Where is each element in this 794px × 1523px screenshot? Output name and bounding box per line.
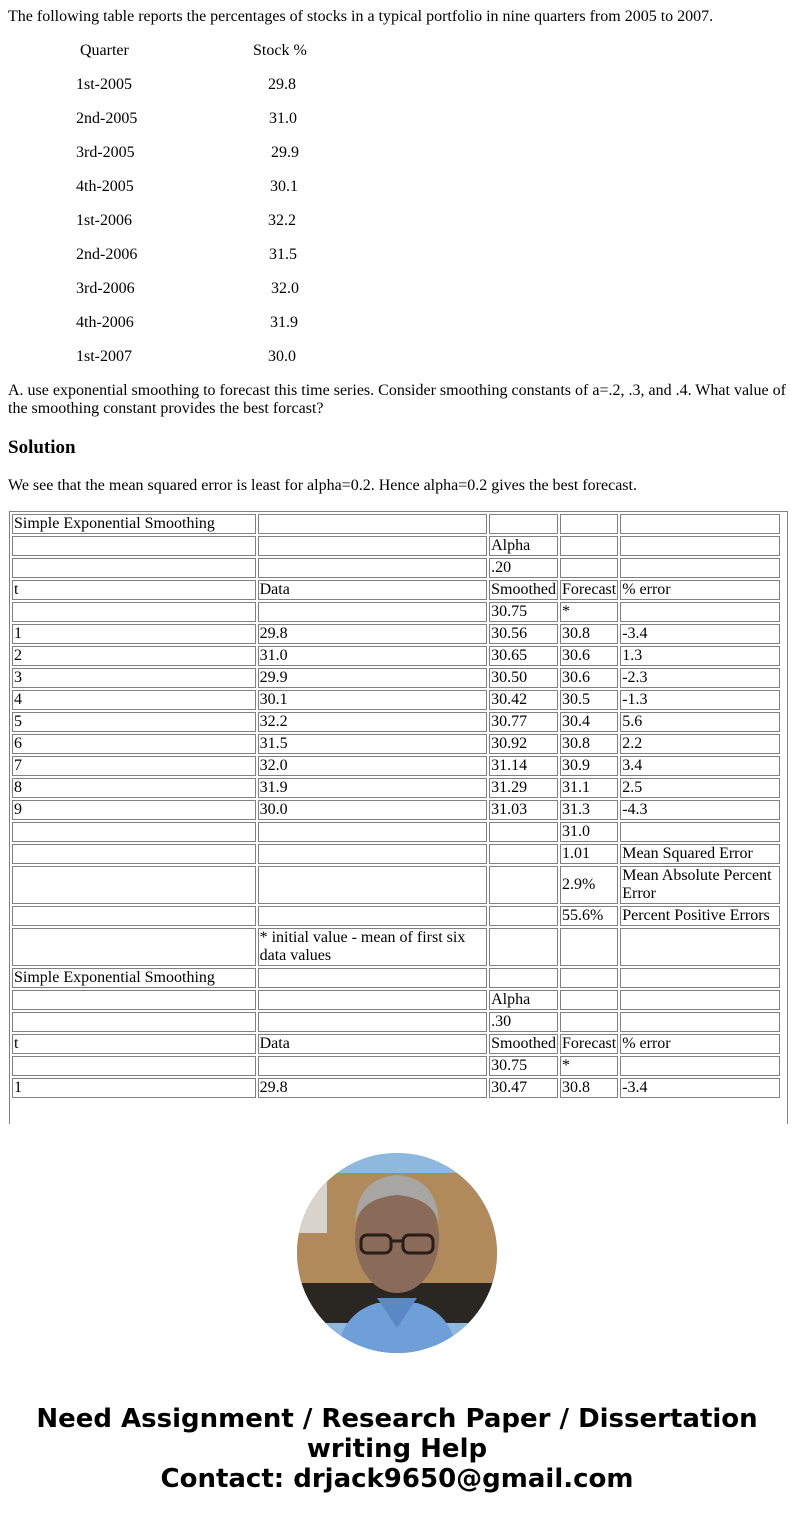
quarter-row [8,272,408,306]
empty-cell [620,514,780,534]
quarter-label: 2nd-2006 [76,246,138,263]
col-header-t: t [12,580,256,600]
table-row [12,558,780,578]
cell-error: 2.5 [620,778,780,798]
empty-cell [12,602,256,622]
quarter-row [8,68,408,102]
initial-forecast: * [560,1056,618,1076]
col-header-forecast: Forecast [562,581,617,598]
empty-cell [12,1056,256,1076]
stat-row [12,866,780,904]
empty-cell [489,514,558,534]
empty-cell [620,928,780,966]
quarter-value: 31.5 [269,246,297,263]
table-row [12,536,780,556]
promo-line-2: writing Help [306,1434,488,1464]
stat-label: Percent Positive Errors [620,906,780,926]
empty-cell [489,844,558,864]
table-row [12,734,780,754]
cell-forecast: 30.6 [560,668,618,688]
cell-smoothed: 30.42 [489,690,558,710]
cell-t: 3 [12,668,256,688]
cell-data: 29.8 [258,1078,488,1098]
cell-data: 32.0 [258,756,488,776]
cell-data: 29.8 [258,624,488,644]
quarter-value: 32.2 [268,212,296,229]
cell-data: 30.0 [258,800,488,820]
stat-value: 55.6% [560,906,618,926]
table-row [12,624,780,644]
table-title: Simple Exponential Smoothing [12,968,256,988]
cell-forecast: 30.8 [560,734,618,754]
cell-error: -3.4 [620,624,780,644]
cell-t: 2 [12,646,256,666]
table-row [12,1012,780,1032]
cell-forecast: 30.8 [560,624,618,644]
question-text: A. use exponential smoothing to forecast this time series. Consider smoothing constants of a=.2, .3, and .4. What value of the smoothing constant provides the best forcast? [8,382,786,417]
empty-cell [489,866,558,904]
cell-error: 5.6 [620,712,780,732]
cell-t: 7 [12,756,256,776]
table-row [12,756,780,776]
cell-smoothed: 30.65 [489,646,558,666]
quarter-label: 1st-2005 [76,76,132,93]
cell-forecast: 31.3 [560,800,618,820]
empty-cell [620,822,780,842]
empty-cell [258,968,488,988]
empty-cell [258,866,488,904]
empty-cell [258,1056,488,1076]
quarter-value: 31.0 [269,110,297,127]
table-row [12,778,780,798]
cell-forecast: 30.5 [560,690,618,710]
cell-t: 1 [12,1078,256,1098]
cell-data: 30.1 [258,690,488,710]
cell-error: -3.4 [620,1078,780,1098]
cell-smoothed: 30.47 [489,1078,558,1098]
cell-smoothed: 31.14 [489,756,558,776]
author-avatar [297,1153,497,1353]
table-row [12,822,780,842]
cell-forecast: 30.6 [560,646,618,666]
cell-smoothed: 31.29 [489,778,558,798]
cell-forecast: 30.4 [560,712,618,732]
quarter-label: 4th-2005 [76,178,134,195]
cell-data: 31.5 [258,734,488,754]
quarter-table-header [8,34,408,68]
solution-text: We see that the mean squared error is least for alpha=0.2. Hence alpha=0.2 gives the best forecast. [8,477,637,494]
empty-cell [620,558,780,578]
cell-forecast: 31.1 [560,778,618,798]
table-row [12,646,780,666]
quarter-row [8,102,408,136]
empty-cell [12,928,256,966]
cell-forecast: 30.8 [560,1078,618,1098]
cell-error: 3.4 [620,756,780,776]
empty-cell [560,536,618,556]
quarter-label: 4th-2006 [76,314,134,331]
cell-error: -2.3 [620,668,780,688]
initial-forecast: * [560,602,618,622]
stat-row [12,844,780,864]
table-row [12,1056,780,1076]
table-row [12,668,780,688]
empty-cell [489,906,558,926]
alpha-value: .30 [489,1012,558,1032]
empty-cell [12,822,256,842]
empty-cell [12,990,256,1010]
cell-error: -4.3 [620,800,780,820]
cell-data: 29.9 [258,668,488,688]
empty-cell [258,844,488,864]
cell-data: 32.2 [258,712,488,732]
table-row [12,800,780,820]
quarter-label: 2nd-2005 [76,110,138,127]
portrait-image [297,1153,497,1353]
empty-cell [620,1012,780,1032]
footnote: * initial value - mean of first six data values [258,928,488,966]
empty-cell [560,968,618,988]
quarter-value: 30.0 [268,348,296,365]
col-header-data: Data [258,580,488,600]
table-row [12,1078,780,1098]
table-title: Simple Exponential Smoothing [12,514,256,534]
table-row [12,602,780,622]
empty-cell [620,602,780,622]
empty-cell [12,558,256,578]
empty-cell [560,1012,618,1032]
header-quarter: Quarter [80,42,129,59]
empty-cell [620,1056,780,1076]
cell-smoothed: 31.03 [489,800,558,820]
alpha-label: Alpha [489,536,558,556]
cell-error: -1.3 [620,690,780,710]
stat-label: Mean Squared Error [620,844,780,864]
quarter-label: 1st-2006 [76,212,132,229]
empty-cell [258,514,488,534]
cell-smoothed: 30.92 [489,734,558,754]
alpha-label: Alpha [489,990,558,1010]
initial-smoothed: 30.75 [489,1056,558,1076]
empty-cell [258,822,488,842]
col-header-data: Data [258,1034,488,1054]
cell-t: 6 [12,734,256,754]
quarter-value: 29.8 [268,76,296,93]
empty-cell [12,906,256,926]
alpha-value: .20 [489,558,558,578]
empty-cell [620,968,780,988]
empty-cell [12,536,256,556]
smoothing-table-container[interactable] [9,511,788,1124]
initial-smoothed: 30.75 [489,602,558,622]
quarter-label: 3rd-2006 [76,280,135,297]
table-row [12,928,780,966]
table-row [12,990,780,1010]
cell-t: 1 [12,624,256,644]
table-row [12,712,780,732]
quarter-row [8,340,408,374]
empty-cell [489,968,558,988]
solution-heading: Solution [8,437,76,458]
table-header-row [12,580,780,600]
empty-cell [258,602,488,622]
quarter-row [8,306,408,340]
next-forecast: 31.0 [560,822,618,842]
intro-text: The following table reports the percentages of stocks in a typical portfolio in nine quarters from 2005 to 2007. [8,8,714,25]
col-header-t: t [12,1034,256,1054]
quarter-value: 30.1 [270,178,298,195]
quarter-label: 3rd-2005 [76,144,135,161]
quarter-row [8,136,408,170]
cell-data: 31.9 [258,778,488,798]
empty-cell [258,906,488,926]
stat-row [12,906,780,926]
stat-value: 2.9% [560,866,618,904]
empty-cell [620,990,780,1010]
col-header-smoothed: Smoothed [491,581,557,598]
col-header-forecast: Forecast [562,1035,617,1052]
empty-cell [258,536,488,556]
cell-error: 1.3 [620,646,780,666]
cell-smoothed: 30.56 [489,624,558,644]
table-row [12,968,780,988]
quarter-value: 32.0 [271,280,299,297]
cell-t: 9 [12,800,256,820]
quarter-value: 31.9 [270,314,298,331]
empty-cell [12,844,256,864]
empty-cell [258,558,488,578]
cell-smoothed: 30.77 [489,712,558,732]
header-stock: Stock % [253,42,307,59]
smoothing-table [10,512,782,1100]
empty-cell [12,866,256,904]
empty-cell [560,514,618,534]
col-header-smoothed: Smoothed [491,1035,557,1052]
empty-cell [560,928,618,966]
quarter-label: 1st-2007 [76,348,132,365]
table-row [12,690,780,710]
quarter-value: 29.9 [271,144,299,161]
quarter-row [8,238,408,272]
empty-cell [560,990,618,1010]
promo-contact: Contact: drjack9650@gmail.com [160,1464,634,1494]
empty-cell [12,1012,256,1032]
table-header-row [12,1034,780,1054]
cell-t: 5 [12,712,256,732]
empty-cell [489,928,558,966]
empty-cell [560,558,618,578]
col-header-error: % error [620,580,780,600]
empty-cell [620,536,780,556]
quarter-row [8,204,408,238]
stat-label: Mean Absolute Percent Error [620,866,780,904]
table-row [12,514,780,534]
quarter-row [8,170,408,204]
cell-forecast: 30.9 [560,756,618,776]
cell-t: 4 [12,690,256,710]
cell-smoothed: 30.50 [489,668,558,688]
empty-cell [258,990,488,1010]
empty-cell [489,822,558,842]
stat-value: 1.01 [560,844,618,864]
cell-data: 31.0 [258,646,488,666]
col-header-error: % error [620,1034,780,1054]
cell-t: 8 [12,778,256,798]
cell-error: 2.2 [620,734,780,754]
empty-cell [258,1012,488,1032]
promo-line-1: Need Assignment / Research Paper / Dissertation [36,1404,758,1434]
